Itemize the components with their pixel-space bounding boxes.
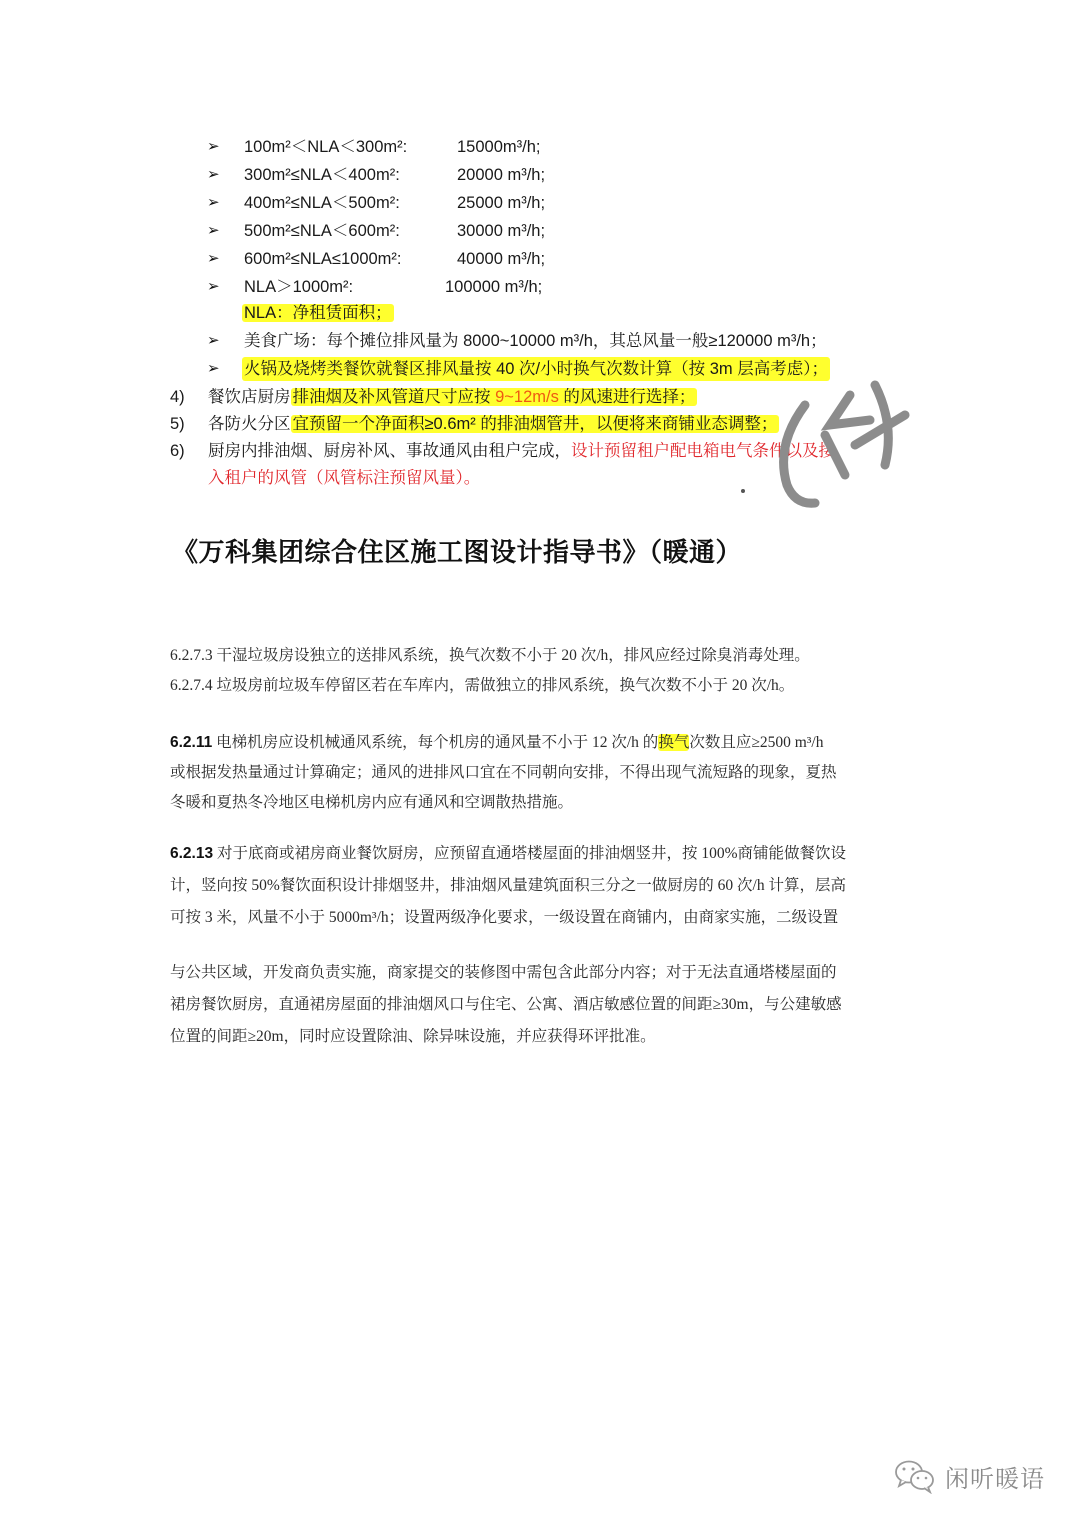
- bullet-arrow-icon: ➢: [207, 166, 220, 183]
- clause-6-2-7: [170, 641, 915, 701]
- rate-range: 400m²≤NLA＜500m²:: [244, 194, 400, 212]
- rate-flow: 25000 m³/h;: [457, 194, 546, 212]
- clause-line: 计，竖向按 50%餐饮面积设计排烟竖井，排油烟风量建筑面积三分之一做厨房的 60 次/h 计算，层高: [170, 877, 846, 894]
- rate-range: 100m²＜NLA＜300m²:: [244, 138, 408, 156]
- clause-line: 与公共区域，开发商负责实施，商家提交的装修图中需包含此部分内容；对于无法直通塔楼屋面的: [170, 964, 837, 981]
- rate-range: NLA＞1000m²:: [244, 278, 354, 296]
- wechat-icon: [893, 1458, 937, 1494]
- clause-line: 裙房餐饮厨房，直通裙房屋面的排油烟风口与住宅、公寓、酒店敏感位置的间距≥30m，与公建敏感: [170, 996, 842, 1013]
- clause-6-2-13: [170, 838, 915, 1053]
- item-plain-text: 各防火分区: [208, 415, 291, 433]
- rate-flow: 30000 m³/h;: [457, 222, 546, 240]
- item-plain-text: 厨房内排油烟、厨房补风、事故通风由租户完成，: [208, 442, 571, 460]
- item-plain-text: 餐饮店厨房: [208, 388, 291, 406]
- bullet-arrow-icon: ➢: [207, 194, 220, 211]
- clause-6-2-7-3: [170, 641, 915, 671]
- item-text: [208, 385, 697, 409]
- bullet-arrow-icon: ➢: [207, 360, 220, 377]
- rate-range: 300m²≤NLA＜400m²:: [244, 166, 400, 184]
- section-heading: 《万科集团综合住区施工图设计指导书》（暖通）: [172, 537, 743, 567]
- clause-text: 垃圾房前垃圾车停留区若在车库内，需做独立的排风系统，换气次数不小于 20 次/h。: [216, 677, 795, 694]
- handwritten-stamp-icon: [735, 365, 935, 525]
- item-highlight-text: 宜预留一个净面积≥0.6m² 的排油烟管井，以便将来商铺业态调整；: [292, 415, 778, 433]
- item-number: 6): [170, 442, 185, 460]
- clause-line: 可按 3 米，风量不小于 5000m³/h；设置两级净化要求，一级设置在商铺内，由商家实施，二级设置: [170, 909, 839, 926]
- food-court-text: 美食广场：每个摊位排风量为 8000~10000 m³/h，其总风量一般≥120000 m³/h；: [244, 332, 827, 350]
- item-red-text: 设计预留租户配电箱电气条件以及接: [571, 442, 835, 460]
- clause-line: [170, 728, 915, 758]
- nla-note-text: NLA：净租赁面积；: [244, 304, 392, 322]
- clause-text: 次数且应≥2500 m³/h: [689, 734, 824, 751]
- rate-flow: 100000 m³/h;: [445, 278, 543, 296]
- rate-flow: 40000 m³/h;: [457, 250, 546, 268]
- clause-6-2-7-4: [170, 671, 915, 701]
- wechat-account-watermark: [893, 1458, 1045, 1494]
- item-highlight-text: 的风速进行选择；: [558, 388, 696, 406]
- hotpot-text: 火锅及烧烤类餐饮就餐区排风量按 40 次/小时换气次数计算（按 3m 层高考虑）；: [242, 357, 830, 381]
- clause-line: 位置的间距≥20m，同时应设置除油、除异味设施，并应获得环评批准。: [170, 1028, 656, 1045]
- clause-highlight: 换气: [658, 734, 690, 751]
- bullet-arrow-icon: ➢: [207, 278, 220, 295]
- item-number: 5): [170, 415, 185, 433]
- clause-text: 电梯机房应设机械通风系统，每个机房的通风量不小于 12 次/h 的: [216, 734, 659, 751]
- clause-text: 干湿垃圾房设独立的送排风系统，换气次数不小于 20 次/h，排风应经过除臭消毒处理。: [216, 647, 810, 664]
- rate-range: 600m²≤NLA≤1000m²:: [244, 250, 402, 268]
- clause-line: [170, 838, 915, 870]
- rate-flow: 15000m³/h;: [457, 138, 541, 156]
- item-highlight-text: 排油烟及补风管道尺寸应按: [292, 388, 496, 406]
- clause-number: 6.2.7.3: [170, 647, 213, 664]
- item-red-text: 入租户的风管（风管标注预留风量）。: [208, 469, 481, 487]
- item-number: 4): [170, 388, 185, 406]
- clause-number: 6.2.13: [170, 845, 214, 862]
- bullet-arrow-icon: ➢: [207, 250, 220, 267]
- rate-range: 500m²≤NLA＜600m²:: [244, 222, 400, 240]
- bullet-arrow-icon: ➢: [207, 138, 220, 155]
- account-name: 闲听暖语: [945, 1464, 1045, 1493]
- clause-text: 对于底商或裙房商业餐饮厨房，应预留直通塔楼屋面的排油烟竖井，按 100%商铺能做餐饮设: [216, 845, 847, 862]
- clause-number: 6.2.7.4: [170, 677, 213, 694]
- bullet-arrow-icon: ➢: [207, 332, 220, 349]
- item-highlight: [291, 388, 698, 406]
- air-velocity-value: 9~12m/s: [495, 388, 559, 406]
- clause-line: 或根据发热量通过计算确定；通风的进排风口宜在不同朝向安排，不得出现气流短路的现象，夏热: [170, 764, 837, 781]
- clause-line: 冬暖和夏热冬冷地区电梯机房内应有通风和空调散热措施。: [170, 794, 574, 811]
- nla-note: [242, 301, 394, 325]
- clause-6-2-11: [170, 728, 915, 818]
- rate-flow: 20000 m³/h;: [457, 166, 546, 184]
- clause-number: 6.2.11: [170, 734, 213, 751]
- item-text: [208, 412, 779, 436]
- bullet-arrow-icon: ➢: [207, 222, 220, 239]
